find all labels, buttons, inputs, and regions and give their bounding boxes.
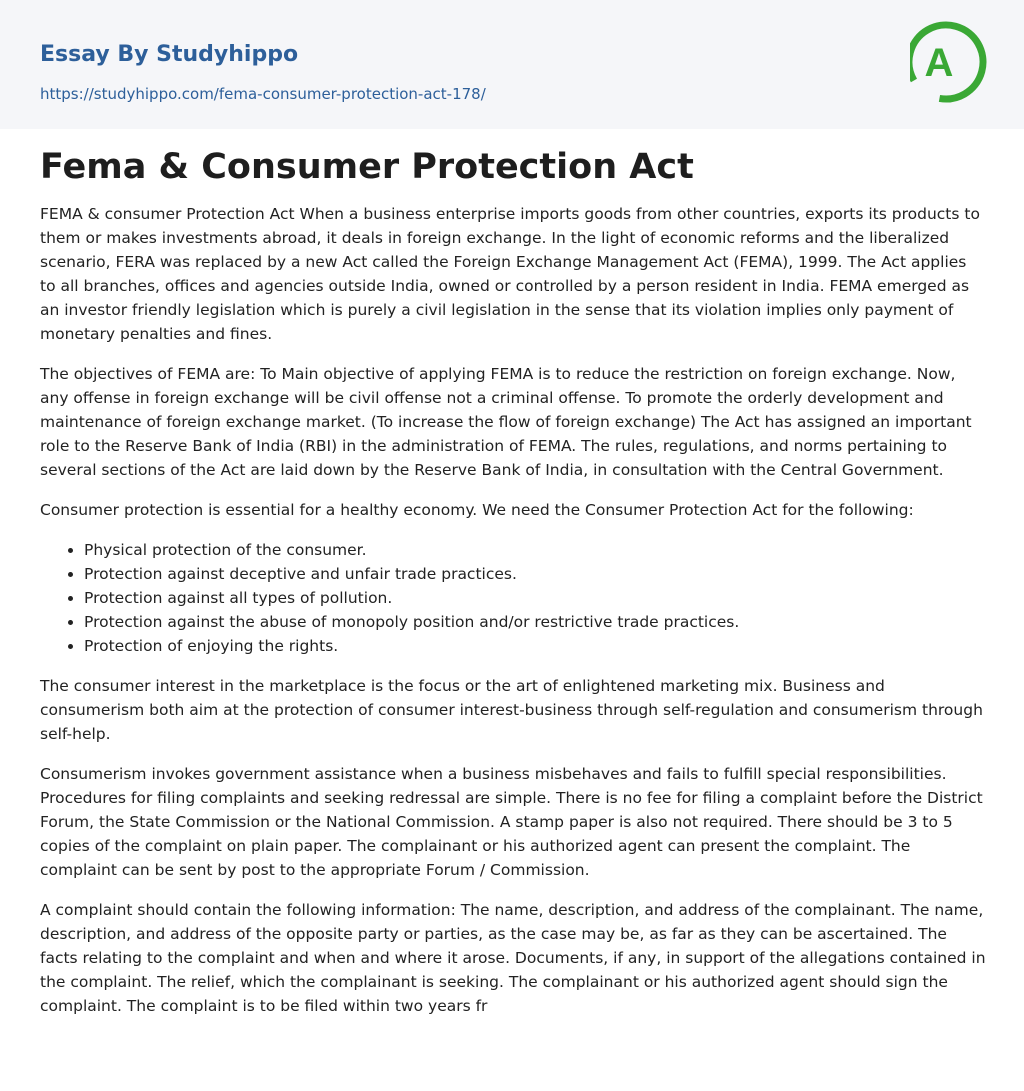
paragraph: The objectives of FEMA are: To Main objective of applying FEMA is to reduce the restriction on foreign exchange. Now, any offense in foreign exchange will be civil offense not a criminal offense. To promote the orderly development and maintenance of foreign exchange market. (To increase the flow of foreign exchange) The Act has assigned an important role to the Reserve Bank of India (RBI) in the administration of FEMA. The rules, regulations, and norms pertaining to several sections of the Act are laid down by the Reserve Bank of India, in consultation with the Central Government.	[40, 365, 972, 479]
article	[40, 143, 986, 1034]
list-item: • Protection against deceptive and unfair trade practices.	[84, 562, 986, 586]
paragraph: Consumerism invokes government assistance when a business misbehaves and fails to fulfill special responsibilities. Procedures for filing complaints and seeking redressal are simple. There is no fee for filing a complaint before the District Forum, the State Commission or the National Commission. A stamp paper is also not required. There should be 3 to 5 copies of the complaint on plain paper. The complainant or his authorized agent can present the complaint. The complaint can be sent by post to the appropriate Forum / Commission.	[40, 765, 983, 879]
list-item: • Protection against all types of pollution.	[84, 586, 986, 610]
paragraph: A complaint should contain the following information: The name, description, and address of the complainant. The name, description, and address of the opposite party or parties, as the case may be, as far as they can be ascertained. The facts relating to the complaint and when and where it arose. Documents, if any, in support of the allegations contained in the complaint. The relief, which the complainant is seeking. The complainant or his authorized agent should sign the complaint. The complaint is to be filed within two years fr	[40, 901, 986, 1015]
svg-text:A: A	[924, 41, 954, 85]
paragraph: FEMA & consumer Protection Act When a business enterprise imports goods from other countries, exports its products to them or makes investments abroad, it deals in foreign exchange. In the light of economic reforms and the liberalized scenario, FERA was replaced by a new Act called the Foreign Exchange Management Act (FEMA), 1999. The Act applies to all branches, offices and agencies outside India, owned or controlled by a person resident in India. FEMA emerged as an investor friendly legislation which is purely a civil legislation in the sense that its violation implies only payment of monetary penalties and fines.	[40, 205, 980, 343]
page-header	[0, 0, 1024, 129]
paragraph: The consumer interest in the marketplace is the focus or the art of enlightened marketing mix. Business and consumerism both aim at the protection of consumer interest-business through self-regulation and consumerism through self-help.	[40, 677, 983, 743]
list-item: • Physical protection of the consumer.	[84, 538, 986, 562]
consumer-protection-list	[40, 538, 986, 658]
paragraph: Consumer protection is essential for a healthy economy. We need the Consumer Protection Act for the following:	[40, 501, 914, 519]
article-title: Fema & Consumer Protection Act	[40, 147, 694, 187]
source-url-link[interactable]: https://studyhippo.com/fema-consumer-protection-act-178/	[40, 85, 486, 103]
site-brand[interactable]: Essay By Studyhippo	[40, 42, 299, 67]
studyhippo-logo-icon[interactable]	[910, 18, 988, 106]
list-item: • Protection against the abuse of monopoly position and/or restrictive trade practices.	[84, 610, 986, 634]
list-item: • Protection of enjoying the rights.	[84, 634, 986, 658]
